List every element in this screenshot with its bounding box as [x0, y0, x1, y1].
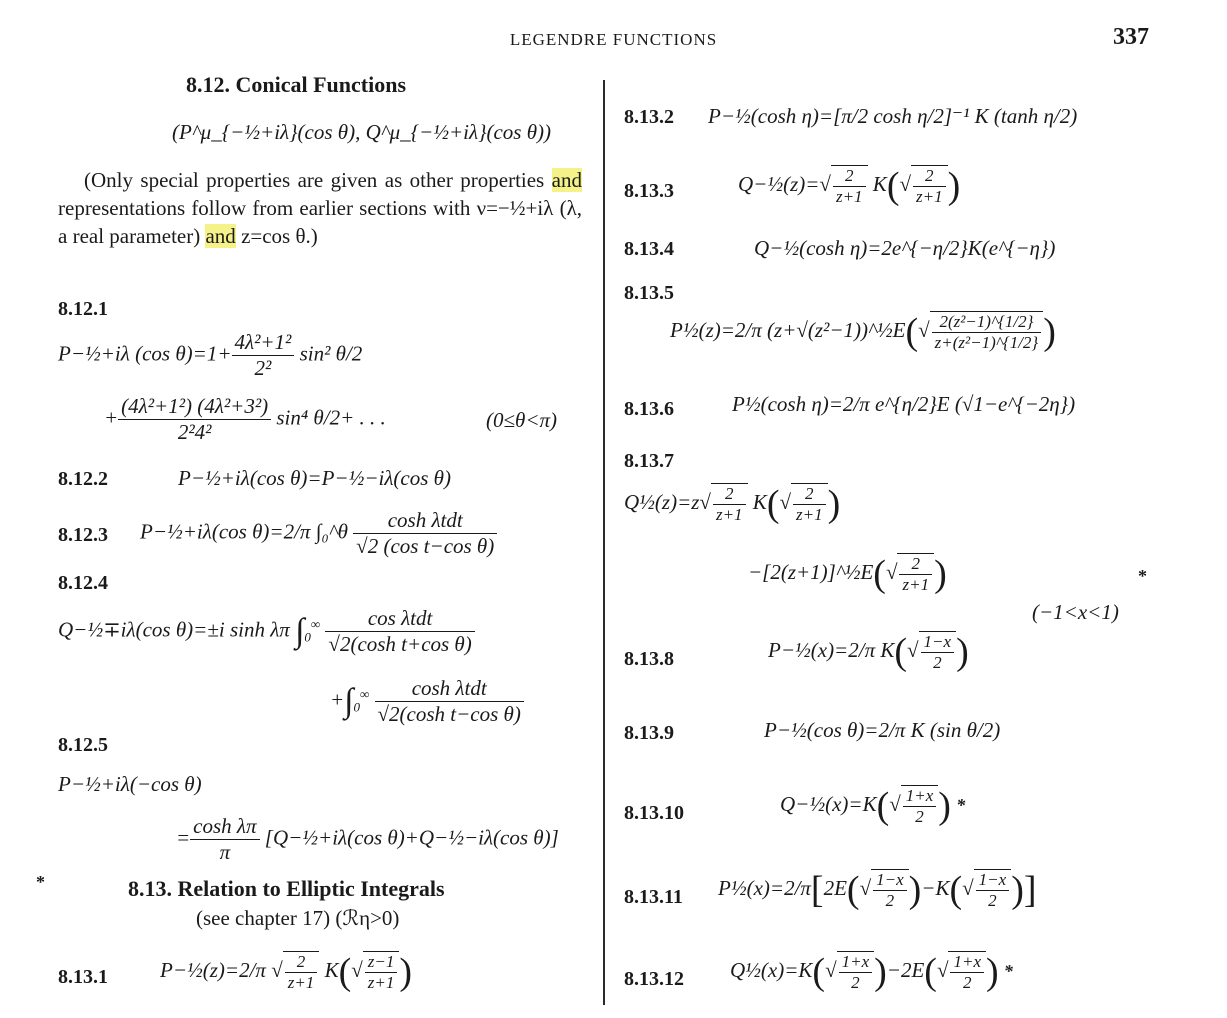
equation-term: −K [921, 875, 950, 900]
star-marker: * [36, 872, 45, 892]
fraction [285, 952, 318, 993]
equation-8-12-2: P−½+iλ(cos θ)=P−½−iλ(cos θ) [178, 466, 451, 490]
numerator: 2 [713, 484, 746, 505]
equation-condition: (0≤θ<π) [486, 408, 558, 432]
numerator: cos λtdt [325, 606, 474, 632]
fraction [932, 312, 1042, 353]
elliptic-k: K [880, 637, 895, 662]
star-marker: * [1003, 960, 1013, 981]
denominator: π [219, 840, 231, 864]
equation-lhs: Q½(z)=z [624, 489, 700, 514]
equation-number: 8.13.7 [624, 450, 674, 472]
equation-rhs: e^{η/2}E (√1−e^{−2η}) [875, 392, 1076, 416]
fraction [353, 508, 497, 559]
section-intro-paragraph [58, 166, 582, 250]
equation-lhs: Q½(x)=K [730, 957, 813, 982]
fraction [232, 330, 295, 381]
numerator: (4λ²+1²) (4λ²+3²) [118, 394, 271, 420]
equation-8-12-4-line1: Q−½∓iλ(cos θ)=±i sinh λπ $\int_0^\infty$ $\frac{\text{cos λtdt}}{\text{√2(cosh t+cos θ)}}$ [58, 606, 475, 657]
denominator: z+1 [902, 574, 930, 594]
operator: + [330, 687, 345, 712]
section-title-8-12: 8.12. Conical Functions [186, 72, 407, 97]
equation-8-13-11: P½(x)=2/π[2E(√ $\frac{1-x}{2}$ )−K(√ $\frac{1-x}{2}$ )] [718, 869, 1037, 911]
equation-number: 8.13.8 [624, 648, 674, 670]
equation-number: 8.13.4 [624, 238, 674, 260]
equation-8-13-7-line2: −[2(z+1)]^½E(√ $\frac{2}{z+1}$ ) [748, 553, 947, 595]
equation-number: 8.12.5 [58, 734, 108, 756]
highlighted-word: and [205, 224, 236, 248]
numerator: 2 [899, 554, 932, 575]
numerator: 1+x [839, 952, 873, 973]
fraction [903, 786, 937, 827]
equation-8-13-6 [732, 392, 1075, 417]
equation-number: 8.13.12 [624, 968, 684, 990]
equation-number: 8.12.3 [58, 524, 108, 546]
para-text-1: (Only special properties are given as other properties [84, 168, 552, 192]
denominator: √2(cosh t+cos θ) [328, 632, 472, 656]
equation-rhs: K (tanh η/2) [974, 104, 1078, 128]
numerator: 2 [285, 952, 318, 973]
equation-rhs: [Q−½+iλ(cos θ)+Q−½−iλ(cos θ)] [264, 825, 559, 850]
coefficient: 2/π [283, 519, 311, 544]
star-marker: * [956, 794, 966, 815]
equation-lhs: P−½(x)= [768, 637, 849, 662]
equation-number: 8.13.9 [624, 722, 674, 744]
equation-term: −[2(z+1)]^½E [748, 559, 874, 584]
numerator: 1−x [976, 870, 1010, 891]
equation-number: 8.13.3 [624, 180, 674, 202]
equation-lhs: P−½+iλ(cos θ)= [140, 519, 284, 544]
denominator: √2(cosh t−cos θ) [377, 702, 521, 726]
numerator: cosh λtdt [375, 676, 524, 702]
integral-icon: ∫ [344, 682, 354, 720]
numerator: 2 [793, 484, 826, 505]
numerator: 2 [913, 166, 946, 187]
equation-term: sin² θ/2 [299, 341, 363, 366]
numerator: 1+x [950, 952, 984, 973]
fraction [325, 606, 474, 657]
numerator: cosh λπ [190, 814, 259, 840]
equation-8-12-1-line2 [104, 394, 386, 445]
star-marker: * [1138, 566, 1147, 586]
equation-term: sin⁴ θ/2+ . . . [276, 405, 386, 430]
denominator: 2 [988, 890, 997, 910]
equation-number: 8.13.10 [624, 802, 684, 824]
elliptic-k: K [324, 957, 339, 982]
denominator: z+1 [796, 504, 823, 524]
fraction [190, 814, 259, 865]
denominator: z+1 [287, 972, 315, 992]
fraction [976, 870, 1010, 911]
equation-8-13-3: Q−½(z)=√ $\frac{2}{z+1}$ K(√ $\frac{2}{z+1}$ ) [738, 165, 961, 207]
equation-number: 8.13.6 [624, 398, 674, 420]
para-text-3: z=cos θ.) [235, 224, 318, 248]
equation-8-13-9 [764, 718, 1000, 743]
numerator: 2 [833, 166, 866, 187]
equation-number: 8.12.4 [58, 572, 108, 594]
numerator: 2(z²−1)^{1/2} [932, 312, 1042, 333]
equation-8-13-7-line1: Q½(z)=z√ $\frac{2}{z+1}$ K(√ $\frac{2}{z+1}$ ) [624, 483, 841, 525]
numerator: z−1 [365, 952, 398, 973]
numerator: 1−x [921, 632, 955, 653]
equation-number: 8.13.1 [58, 966, 108, 988]
denominator: 2²4² [177, 420, 212, 444]
section-subtitle-8-12: (P^μ_{−½+iλ}(cos θ), Q^μ_{−½+iλ}(cos θ)) [172, 120, 552, 144]
section-title-8-13: 8.13. Relation to Elliptic Integrals [128, 876, 445, 901]
equation-lhs: P½(x)= [718, 875, 785, 900]
fraction [950, 952, 984, 993]
equation-8-13-1: P−½(z)=2/π √ $\frac{2}{z+1}$ K(√ $\frac{z-1}{z+1}$ ) [160, 951, 413, 993]
denominator: z+1 [367, 972, 395, 992]
fraction [899, 554, 932, 595]
bracket-term: [π/2 cosh η/2]⁻¹ [833, 104, 970, 128]
elliptic-k: K [872, 171, 887, 196]
denominator: 2 [885, 890, 895, 910]
equation-8-13-5: P½(z)=2/π (z+√(z²−1))^½E(√ $\frac{\text{2(z²−1)\textasciicircum{}\{1/2\}}}{\text{z+(z²−1)\textasciicircum{}\{1/2\}}}$ ) [670, 311, 1056, 353]
equation-8-12-3 [140, 508, 497, 559]
equation-number: 8.13.11 [624, 886, 683, 908]
equation-lhs: P½(cosh η)= [732, 392, 843, 416]
equation-8-12-5-line2: = $\frac{\text{cosh λπ}}{\pi}$ [Q−½+iλ(cos θ)+Q−½−iλ(cos θ)] [176, 814, 559, 864]
equation-lhs: P−½(z)= [160, 957, 240, 982]
equation-rhs: K (sin θ/2) [910, 718, 1001, 742]
fraction [913, 166, 946, 207]
numerator: 1−x [873, 870, 907, 891]
coefficient: 2/π [784, 875, 811, 900]
denominator: z+1 [835, 186, 863, 206]
numerator: 1+x [903, 786, 937, 807]
denominator: 2 [962, 972, 972, 992]
equation-8-13-12: Q½(x)=K(√ $\frac{1+x}{2}$ )−2E(√ $\frac{1+x}{2}$ ) * [730, 951, 1013, 993]
coefficient: 2/π [848, 637, 876, 662]
equation-condition: (−1<x<1) [1032, 600, 1119, 624]
coefficient: 2/π [842, 392, 870, 416]
equation-lhs: P−½(cosh η)= [708, 104, 834, 128]
denominator: z+1 [715, 504, 743, 524]
coefficient: 2/π [239, 957, 266, 982]
fraction [793, 484, 826, 525]
equation-8-13-10: Q−½(x)=K(√ $\frac{1+x}{2}$ ) * [780, 785, 966, 827]
equation-lhs: Q−½(z)= [738, 171, 820, 196]
fraction [873, 870, 907, 911]
equation-8-12-4-line2: $+\int_0^\infty$ $\frac{\text{cosh λtdt}}{\text{√2(cosh t−cos θ)}}$ [330, 676, 524, 727]
equation-lhs: Q−½(x)=K [780, 791, 877, 816]
fraction [118, 394, 271, 445]
equation-term: (z+√(z²−1))^½E [767, 317, 906, 342]
equation-number: 8.12.2 [58, 468, 108, 490]
equation-number: 8.13.5 [624, 282, 674, 304]
equation-number: 8.13.2 [624, 106, 674, 128]
numerator: cosh λtdt [353, 508, 497, 534]
page-number: 337 [1113, 24, 1149, 50]
equation-8-13-8: P−½(x)=2/π K(√ $\frac{1-x}{2}$ ) [768, 631, 969, 673]
highlighted-word: and [551, 168, 582, 192]
equation-8-13-4: Q−½(cosh η)=2e^{−η/2}K(e^{−η}) [754, 236, 1056, 260]
coefficient: 2/π [878, 718, 906, 742]
integral-icon: ∫ [295, 612, 305, 650]
integral-sign: ∫₀^θ [315, 519, 348, 544]
equation-lhs: P−½(cos θ)= [764, 718, 879, 742]
numerator: 4λ²+1² [232, 330, 295, 356]
equation-8-12-5-line1: P−½+iλ(−cos θ) [58, 772, 202, 796]
equation-8-13-2 [708, 104, 1077, 129]
fraction [921, 632, 955, 673]
denominator: √2 (cos t−cos θ) [356, 534, 495, 558]
denominator: 2 [915, 806, 924, 826]
equation-number: 8.12.1 [58, 298, 108, 320]
denominator: z+(z²−1)^{1/2} [934, 332, 1039, 352]
coefficient: 2/π [734, 317, 762, 342]
denominator: 2 [933, 652, 942, 672]
fraction [365, 952, 398, 993]
running-title: LEGENDRE FUNCTIONS [509, 30, 718, 49]
equation-term: −2E [886, 957, 925, 982]
denominator: 2 [851, 972, 860, 992]
fraction [713, 484, 746, 525]
fraction [833, 166, 866, 207]
equation-lhs: P½(z)= [670, 317, 735, 342]
equation-lhs: P−½+iλ (cos θ)=1+ [58, 341, 232, 366]
equation-term: 2E [823, 875, 847, 900]
equation-lhs: Q−½∓iλ(cos θ)=±i sinh λπ [58, 617, 290, 642]
denominator: 2² [254, 356, 272, 380]
equation-8-12-1-line1 [58, 330, 362, 381]
column-rule [603, 80, 605, 1005]
para-text-2: representations follow from earlier sections with ν=−½+iλ (λ, a real parameter) [58, 196, 582, 248]
denominator: z+1 [916, 186, 943, 206]
operator: + [104, 405, 119, 430]
fraction [375, 676, 524, 727]
fraction [839, 952, 873, 993]
elliptic-k: K [752, 489, 767, 514]
section-subtitle-8-13: (see chapter 17) (ℛη>0) [196, 906, 400, 930]
